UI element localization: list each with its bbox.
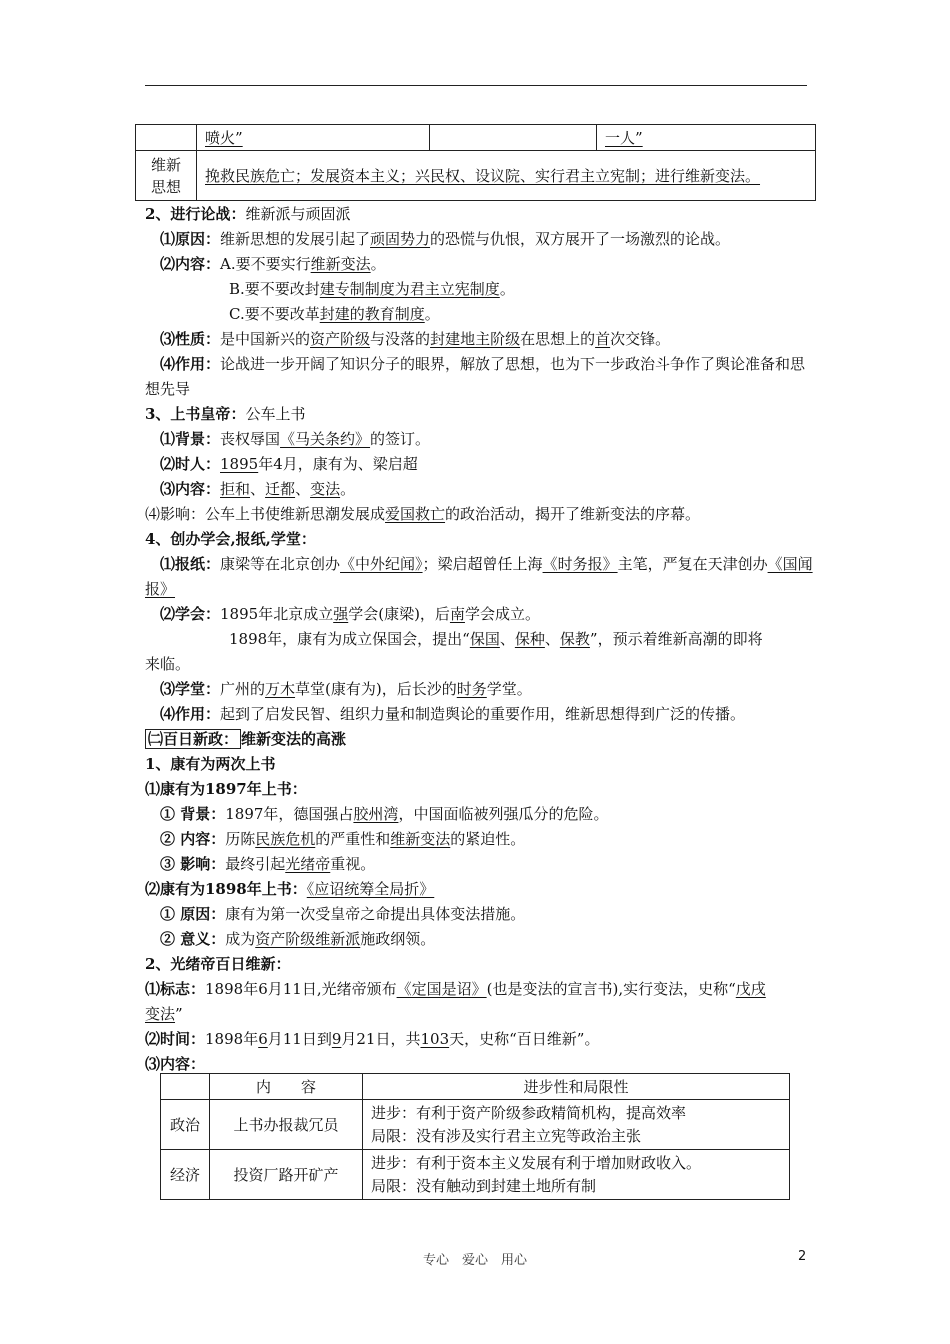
s3-p1: ⑴背景：丧权辱国《马关条约》的签订。 xyxy=(160,430,431,448)
footer-text: 专心 爱心 用心 xyxy=(422,1253,527,1268)
p2-a3: ③ 影响：最终引起光绪帝重视。 xyxy=(160,855,376,873)
p2-c3: ⑶内容： xyxy=(145,1055,206,1073)
header-rule xyxy=(145,85,807,86)
s4-p1: ⑴报纸：康梁等在北京创办《中外纪闻》；梁启超曾任上海《时务报》主笔，严复在天津创办《国闻 xyxy=(160,555,813,573)
p2-b1: ① 原因：康有为第一次受皇帝之命提出具体变法措施。 xyxy=(160,905,526,923)
s2-p4: ⑷作用：论战进一步开阔了知识分子的眼界，解放了思想，也为下一步政治斗争作了舆论准备和思 xyxy=(160,355,806,373)
p2-s2-title: 2、光绪帝百日维新： xyxy=(145,955,291,973)
p2-c2: ⑵时间：1898年6月11日到9月21日，共103天，史称“百日维新”。 xyxy=(145,1030,600,1048)
row-label-2: 思想 xyxy=(150,177,181,196)
row-label-1: 维新 xyxy=(150,155,181,174)
table-row: 政治 上书办报裁冗员 进步：有利于资产阶级参政精简机构，提高效率 局限：没有涉及实行君主立宪等政治主张 xyxy=(161,1100,790,1150)
p2-b2: ② 意义：成为资产阶级维新派施政纲领。 xyxy=(160,930,436,948)
s3-title: 3、上书皇帝：公车上书 xyxy=(145,405,306,423)
s2-p1: ⑴原因：维新思想的发展引起了顽固势力的恐慌与仇恨，双方展开了一场激烈的论战。 xyxy=(160,230,731,248)
s3-p3: ⑶内容：拒和、迁都、变法。 xyxy=(160,480,356,498)
page-number: 2 xyxy=(798,1249,807,1264)
s2-title: 2、进行论战：维新派与顽固派 xyxy=(145,205,351,223)
p2-s1-title: 1、康有为两次上书 xyxy=(145,755,276,773)
s4-p4: ⑷作用：起到了启发民智、组织力量和制造舆论的重要作用，维新思想得到广泛的传播。 xyxy=(160,705,746,723)
part2-heading: ㈡百日新政： 维新变法的高涨 xyxy=(145,727,810,751)
s4-p3: ⑶学堂：广州的万木草堂(康有为)，后长沙的时务学堂。 xyxy=(160,680,532,698)
s2-p2c: C.要不要改革封建的教育制度。 xyxy=(229,305,440,323)
top-cell-1: 喷火” xyxy=(205,129,243,147)
s2-p3: ⑶性质：是中国新兴的资产阶级与没落的封建地主阶级在思想上的首次交锋。 xyxy=(160,330,671,348)
s4-p2: ⑵学会：1895年北京成立强学会(康梁)，后南学会成立。 xyxy=(160,605,540,623)
top-cell-2: 一人” xyxy=(605,129,643,147)
reform-thought-content: 挽救民族危亡；发展资本主义；兴民权、设议院、实行君主立宪制；进行维新变法。 xyxy=(205,167,761,185)
p2-a1: ① 背景：1897年，德国强占胶州湾，中国面临被列强瓜分的危险。 xyxy=(160,805,609,823)
reform-table xyxy=(160,1073,790,1200)
s2-p2: ⑵内容：A.要不要实行维新变法。 xyxy=(160,255,386,273)
s4-p1-cont: 报》 xyxy=(145,580,176,598)
table-row: 经济 投资厂路开矿产 进步：有利于资本主义发展有利于增加财政收入。 局限：没有触动到封建土地所有制 xyxy=(161,1150,790,1200)
th-eval: 进步性和局限性 xyxy=(363,1074,790,1100)
s4-title: 4、创办学会,报纸,学堂： xyxy=(145,530,316,548)
s2-p4-cont: 想先导 xyxy=(145,380,191,398)
th-content: 内 容 xyxy=(210,1074,363,1100)
s2-p2b: B.要不要改封建专制制度为君主立宪制度。 xyxy=(229,280,515,298)
p2-s1-sub1: ⑴康有为1897年上书： xyxy=(145,780,307,798)
s4-p2b: 1898年，康有为成立保国会，提出“保国、保种、保教”，预示着维新高潮的即将 xyxy=(229,630,763,648)
s4-p2b-cont: 来临。 xyxy=(145,655,191,673)
s3-p2: ⑵时人：1895年4月，康有为、梁启超 xyxy=(160,455,418,473)
top-table xyxy=(135,124,816,201)
p2-c1-cont: 变法” xyxy=(145,1005,183,1023)
p2-s1-sub2: ⑵康有为1898年上书：《应诏统筹全局折》 xyxy=(145,880,435,898)
p2-a2: ② 内容：历陈民族危机的严重性和维新变法的紧迫性。 xyxy=(160,830,526,848)
s3-p4: ⑷影响：公车上书使维新思潮发展成爱国救亡的政治活动，揭开了维新变法的序幕。 xyxy=(145,505,701,523)
p2-c1: ⑴标志：1898年6月11日,光绪帝颁布《定国是诏》(也是变法的宣言书),实行变法，史称“戊戌 xyxy=(145,980,766,998)
